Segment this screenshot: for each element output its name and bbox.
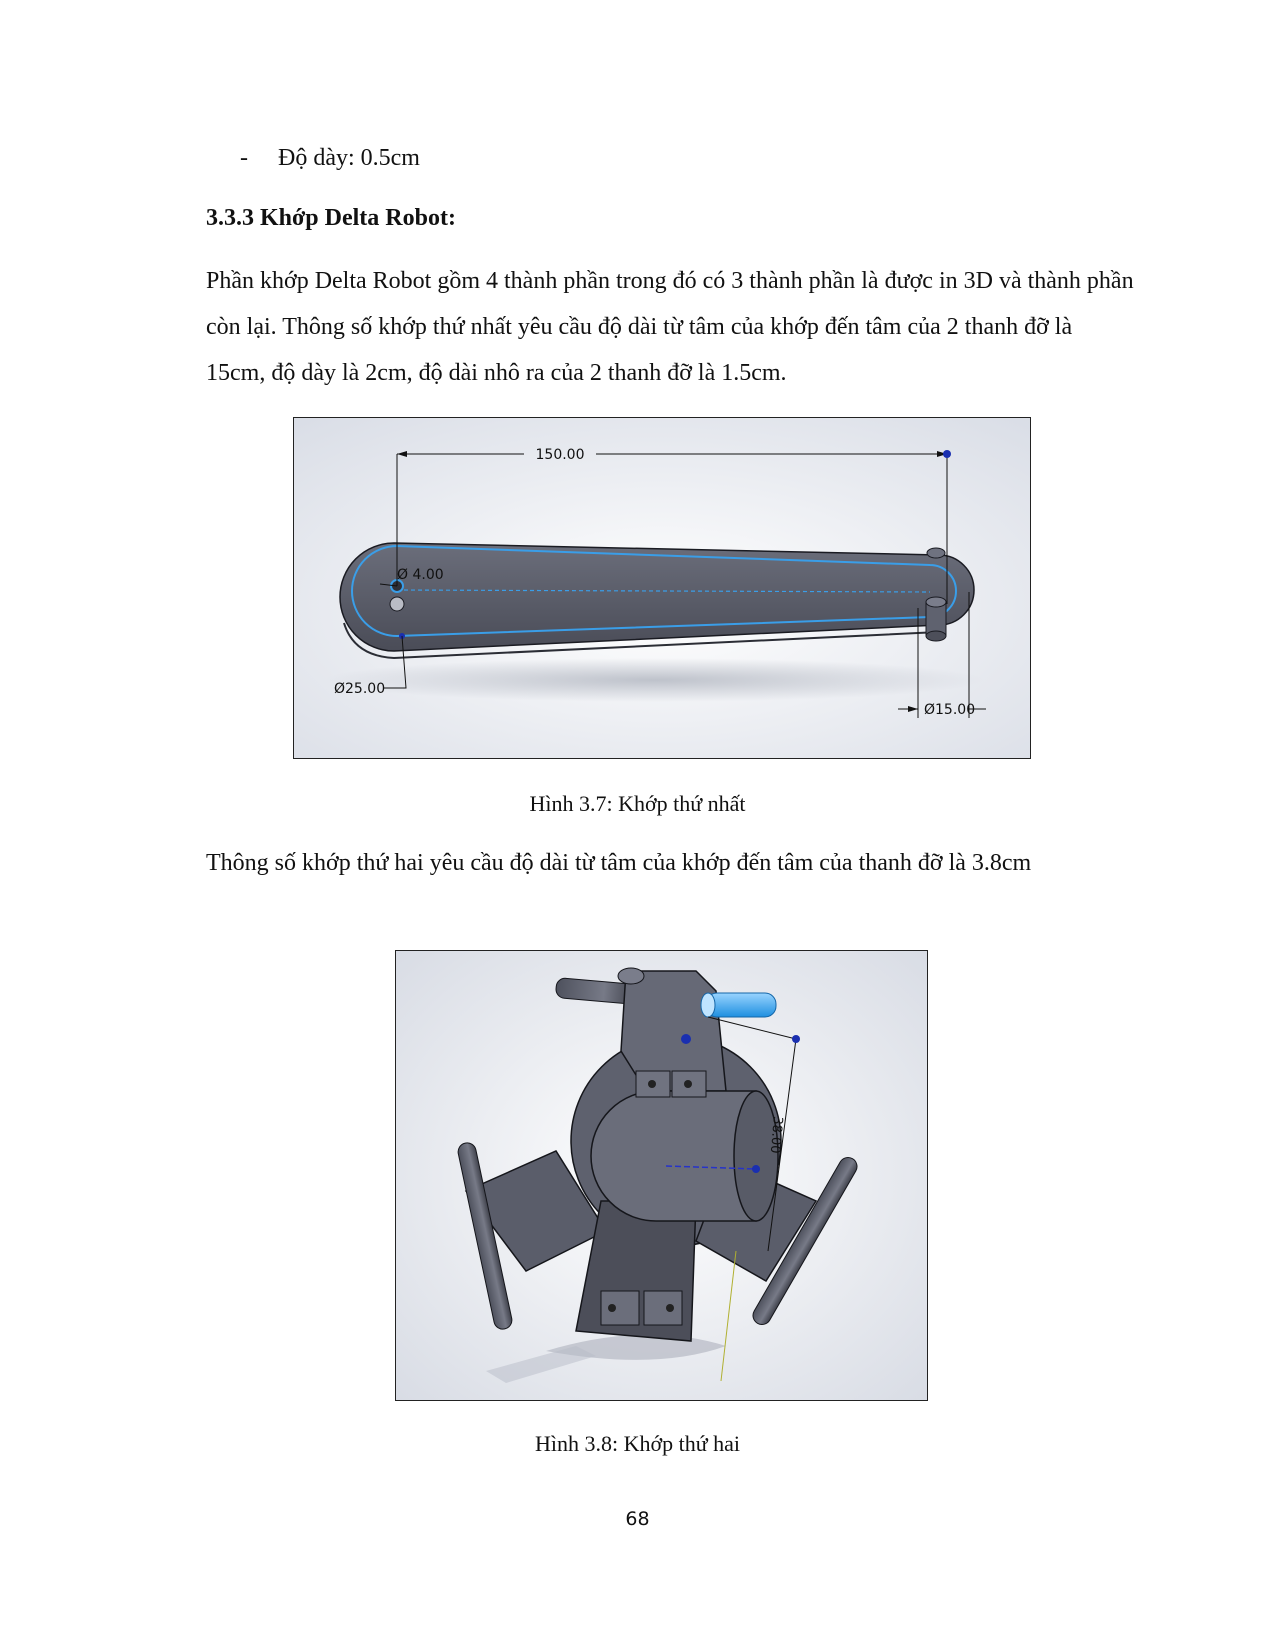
dim-outer-label: Ø25.00 xyxy=(334,681,386,697)
bullet-dash: - xyxy=(240,145,248,171)
figure-caption-3-7: Hình 3.7: Khớp thứ nhất xyxy=(529,791,746,816)
figure-first-joint xyxy=(293,417,1031,759)
first-joint-drawing xyxy=(294,418,1030,758)
dim-height-label: 38.00 xyxy=(766,1115,785,1155)
dim-pin-label: Ø15.00 xyxy=(924,702,976,718)
paragraph-second-joint: Thông số khớp thứ hai yêu cầu độ dài từ tâm của khớp đến tâm của thanh đỡ là 3.8cm xyxy=(206,850,1032,876)
second-joint-drawing xyxy=(396,951,927,1400)
dim-length-label: 150.00 xyxy=(535,447,585,463)
bullet-item xyxy=(240,145,420,172)
dim-hole-label: Ø 4.00 xyxy=(397,567,444,583)
paragraph-intro: Phần khớp Delta Robot gồm 4 thành phần trong đó có 3 thành phần là được in 3D và thành phần còn lại. Thông số khớp thứ nhất yêu cầu độ dài từ tâm của khớp đến tâm của 2 thanh đỡ là 15cm, độ dày là 2cm, độ dài nhô ra của 2 thanh đỡ là 1.5cm. xyxy=(206,268,1134,386)
figure-caption-3-8: Hình 3.8: Khớp thứ hai xyxy=(534,1431,741,1456)
page-number: 68 xyxy=(625,1508,650,1530)
bullet-text: Độ dày: 0.5cm xyxy=(278,145,420,171)
section-heading: 3.3.3 Khớp Delta Robot: xyxy=(206,205,456,231)
figure-second-joint xyxy=(395,950,928,1401)
